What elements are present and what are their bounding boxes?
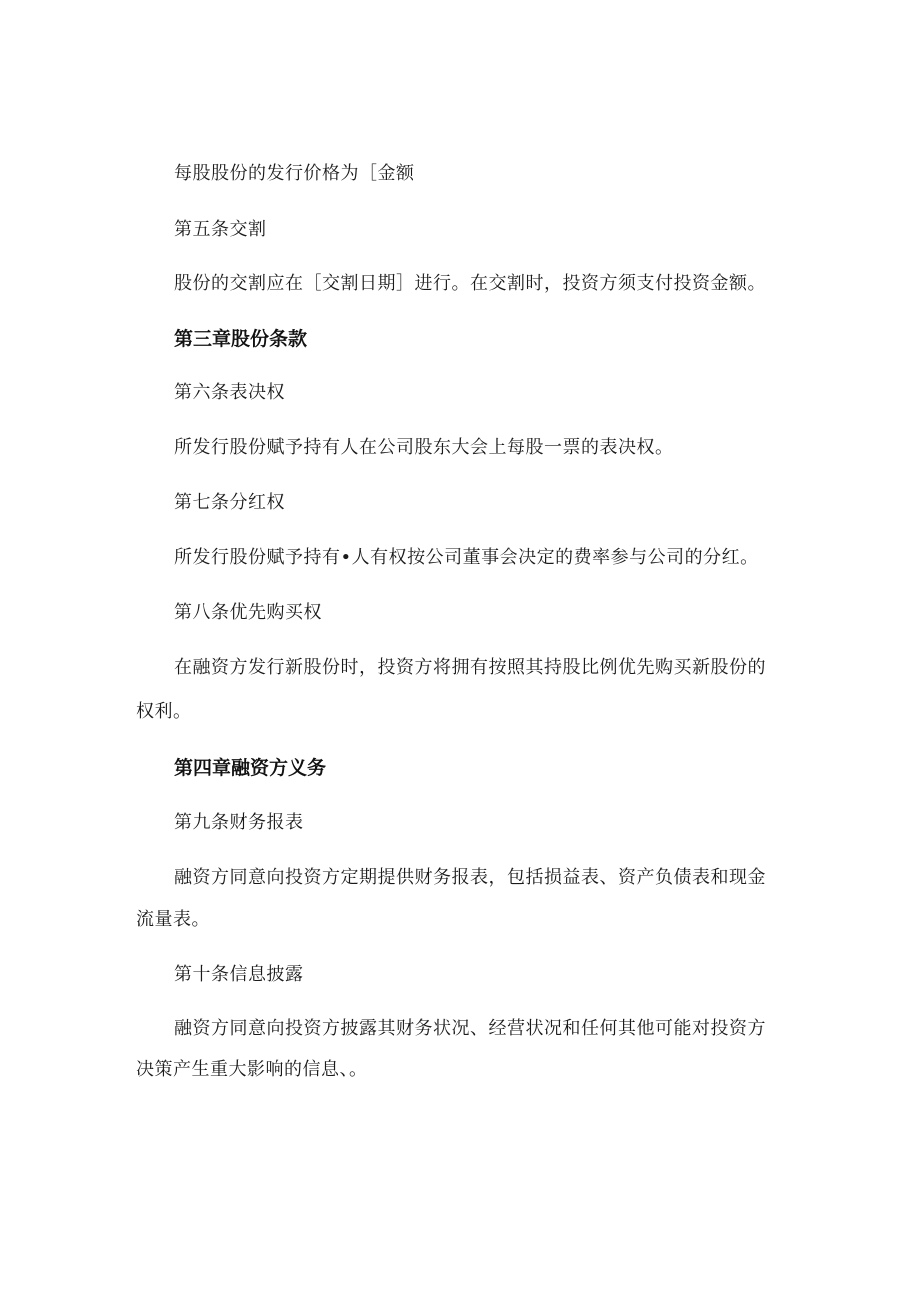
article-10-body-line-1: 融资方同意向投资方披露其财务状况、经营状况和任何其他可能对投资方 bbox=[174, 1018, 766, 1039]
chapter-4-heading: 第四章融资方义务 bbox=[174, 757, 327, 779]
article-5-body: 股份的交割应在［交割日期］进行。在交割时，投资方须支付投资金额。 bbox=[174, 273, 766, 294]
article-6-body: 所发行股份赋予持有人在公司股东大会上每股一票的表决权。 bbox=[174, 437, 674, 458]
article-7-body: 所发行股份赋予持有•人有权按公司董事会决定的费率参与公司的分红。 bbox=[174, 547, 759, 568]
article-10-title: 第十条信息披露 bbox=[174, 964, 304, 985]
article-8-title: 第八条优先购买权 bbox=[174, 602, 322, 623]
chapter-3-heading: 第三章股份条款 bbox=[174, 328, 308, 350]
article-9-title: 第九条财务报表 bbox=[174, 812, 304, 833]
article-8-body-line-2: 权利。 bbox=[136, 701, 192, 722]
issue-price-paragraph: 每股股份的发行价格为［金额 bbox=[174, 163, 415, 184]
article-10-body-line-2: 决策产生重大影响的信息、。 bbox=[136, 1059, 368, 1080]
article-5-title: 第五条交割 bbox=[174, 219, 267, 240]
article-8-body-line-1: 在融资方发行新股份时，投资方将拥有按照其持股比例优先购买新股份的 bbox=[174, 657, 766, 678]
article-9-body-line-1: 融资方同意向投资方定期提供财务报表，包括损益表、资产负债表和现金 bbox=[174, 867, 766, 888]
article-6-title: 第六条表决权 bbox=[174, 382, 285, 403]
article-9-body-line-2: 流量表。 bbox=[136, 909, 210, 930]
article-7-title: 第七条分红权 bbox=[174, 492, 285, 513]
